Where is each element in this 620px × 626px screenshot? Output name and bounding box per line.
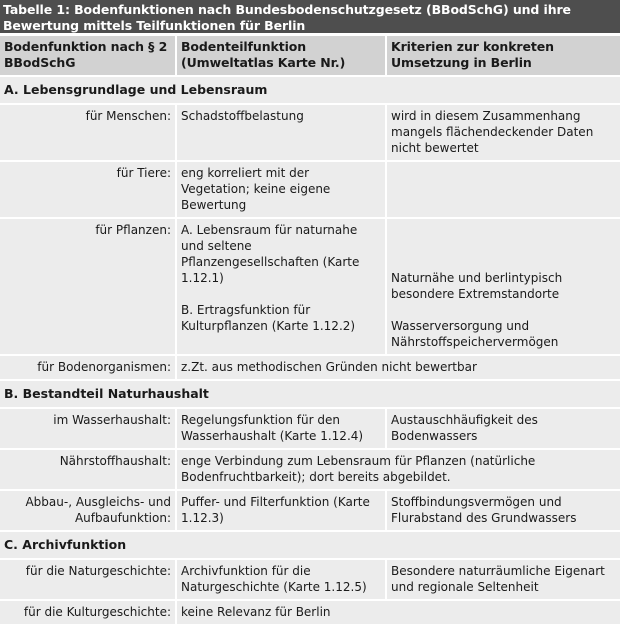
section-row-b [0, 381, 620, 409]
table-row [0, 601, 620, 626]
table-row [0, 219, 620, 356]
table-caption: Tabelle 1: Bodenfunktionen nach Bundesbodenschutzgesetz (BBodSchG) und ihre Bewertung mittels Teilfunktionen für Berlin [0, 0, 620, 33]
row-label: Abbau-, Ausgleichs- und Aufbaufunktion: [0, 491, 175, 532]
teilfunktion-a: A. Lebensraum für naturnahe und seltene Pflanzengesellschaften (Karte 1.12.1) [181, 223, 360, 285]
row-teilfunktion: eng korreliert mit der Vegetation; keine eigene Bewertung [175, 162, 385, 219]
row-label: im Wasserhaushalt: [0, 409, 175, 450]
row-merged: keine Relevanz für Berlin [175, 601, 620, 626]
table-body [0, 33, 620, 626]
header-bodenfunktion: Bodenfunktion nach § 2 BBodSchG [0, 33, 175, 77]
row-kriterien: Besondere naturräumliche Eigenart und regionale Seltenheit [385, 560, 620, 601]
row-label: für die Naturgeschichte: [0, 560, 175, 601]
row-label: Nährstoffhaushalt: [0, 450, 175, 491]
row-label: für Pflanzen: [0, 219, 175, 356]
row-kriterien: wird in diesem Zusammenhang mangels flächendeckender Daten nicht bewertet [385, 105, 620, 162]
row-label: für Menschen: [0, 105, 175, 162]
row-label: für Tiere: [0, 162, 175, 219]
row-teilfunktion: Archivfunktion für die Naturgeschichte (Karte 1.12.5) [175, 560, 385, 601]
row-kriterien [385, 219, 620, 356]
row-label: für Bodenorganismen: [0, 356, 175, 381]
row-label: für die Kulturgeschichte: [0, 601, 175, 626]
kriterien-b: Wasserversorgung und Nährstoffspeichervermögen [391, 319, 559, 349]
section-title: B. Bestandteil Naturhaushalt [0, 381, 620, 409]
row-teilfunktion: Schadstoffbelastung [175, 105, 385, 162]
row-kriterien: Stoffbindungsvermögen und Flurabstand des Grundwassers [385, 491, 620, 532]
header-bodenteilfunktion: Bodenteilfunktion (Umweltatlas Karte Nr.) [175, 33, 385, 77]
section-row-c [0, 532, 620, 560]
table-row [0, 162, 620, 219]
table-row [0, 491, 620, 532]
table-row [0, 560, 620, 601]
row-teilfunktion: Regelungsfunktion für den Wasserhaushalt (Karte 1.12.4) [175, 409, 385, 450]
kriterien-a: Naturnähe und berlintypisch besondere Extremstandorte [391, 271, 563, 301]
row-teilfunktion [175, 219, 385, 356]
teilfunktion-b: B. Ertragsfunktion für Kulturpflanzen (Karte 1.12.2) [181, 303, 356, 333]
section-row-a [0, 77, 620, 105]
table-row [0, 105, 620, 162]
table-row [0, 450, 620, 491]
header-row [0, 33, 620, 77]
section-title: A. Lebensgrundlage und Lebensraum [0, 77, 620, 105]
section-title: C. Archivfunktion [0, 532, 620, 560]
row-kriterien: Austauschhäufigkeit des Bodenwassers [385, 409, 620, 450]
header-kriterien: Kriterien zur konkreten Umsetzung in Berlin [385, 33, 620, 77]
row-teilfunktion: Puffer- und Filterfunktion (Karte 1.12.3) [175, 491, 385, 532]
table-row [0, 409, 620, 450]
row-merged: z.Zt. aus methodischen Gründen nicht bewertbar [175, 356, 620, 381]
row-kriterien [385, 162, 620, 219]
row-merged: enge Verbindung zum Lebensraum für Pflanzen (natürliche Bodenfruchtbarkeit); dort bereits abgebildet. [175, 450, 620, 491]
table-row [0, 356, 620, 381]
